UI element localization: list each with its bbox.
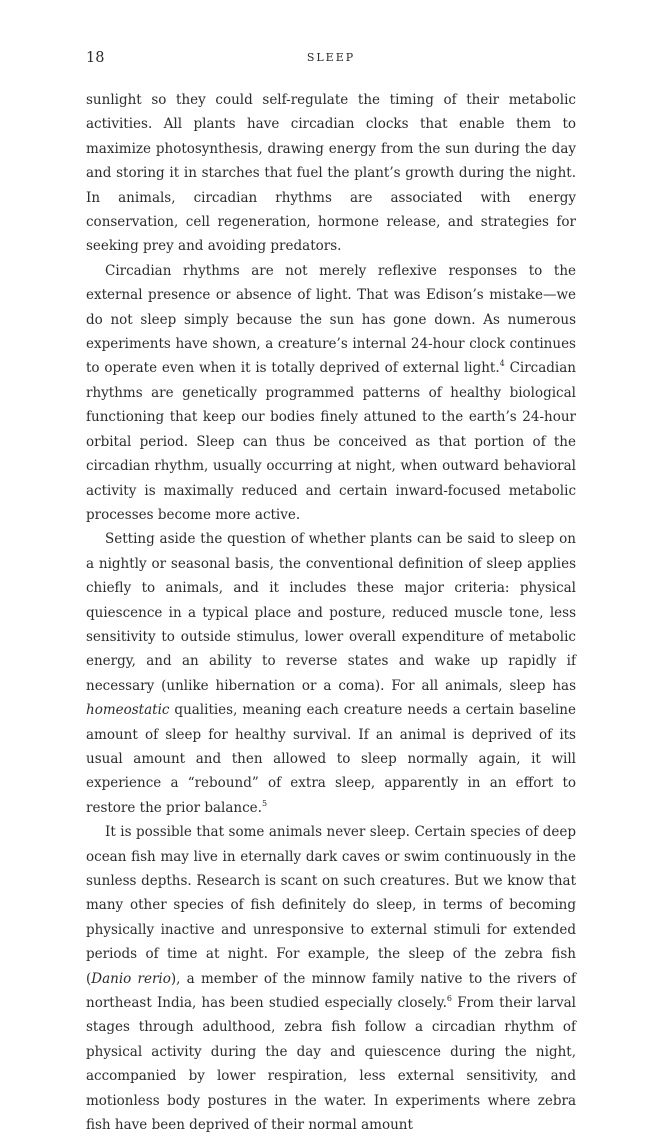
paragraph-1 bbox=[86, 88, 576, 259]
paragraph-4-text-middle: ), a member of the minnow family native to the rivers of northeast India, has been studied especially closely. bbox=[86, 970, 576, 1012]
chapter-title: SLEEP bbox=[306, 51, 356, 64]
book-page bbox=[86, 50, 576, 1134]
paragraph-2-text-start: Circadian rhythms are not merely reflexive responses to the external presence or absence of light. That was Edison’s mistake—we do not sleep simply because the sun has gone down. As numerous experiments have shown, a creature’s internal 24-hour clock continues to operate even when it is totally deprived of external light. bbox=[86, 262, 576, 377]
page-number: 18 bbox=[86, 50, 105, 66]
paragraph-2-text-end: Circadian rhythms are genetically programmed patterns of healthy biological functioning that keep our bodies finely attuned to the earth’s 24-hour orbital period. Sleep can thus be conceived as that portion of the circadian rhythm, usually occurring at night, when outward behavioral activity is maximally reduced and certain inward-focused metabolic processes become more active. bbox=[86, 360, 576, 523]
running-head bbox=[86, 50, 576, 72]
paragraph-2 bbox=[86, 259, 576, 527]
paragraph-3-text-end: qualities, meaning each creature needs a certain baseline amount of sleep for healthy survival. If an animal is deprived of its usual amount and then allowed to sleep normally again, it will experience a “rebound” of extra sleep, apparently in an effort to restore the prior balance. bbox=[86, 702, 576, 816]
italic-term-danio-rerio: Danio rerio bbox=[91, 970, 171, 987]
paragraph-4-text-end: From their larval stages through adulthood, zebra fish follow a circadian rhythm of physical activity during the day and quiescence during the night, accompanied by lower respiration, less external sensitivity, and motionless body postures in the water. In experiments where zebra fish have been deprived of their normal amount bbox=[86, 995, 576, 1134]
footnote-marker-6: 6 bbox=[446, 994, 453, 1004]
footnote-marker-5: 5 bbox=[261, 798, 268, 808]
footnote-marker-4: 4 bbox=[499, 359, 505, 369]
body-text bbox=[86, 88, 576, 1137]
paragraph-4 bbox=[86, 820, 576, 1137]
paragraph-1-text: sunlight so they could self-regulate the timing of their metabolic activities. All plants have circadian clocks that enable them to maximize photosynthesis, drawing energy from the sun during the day and storing it in starches that fuel the plant’s growth during the night. In animals, circadian rhythms are associated with energy conservation, cell regeneration, hormone release, and strategies for seeking prey and avoiding predators. bbox=[86, 92, 576, 255]
italic-term-homeostatic: homeostatic bbox=[86, 702, 170, 719]
paragraph-3-text-start: Setting aside the question of whether plants can be said to sleep on a nightly or seasonal basis, the conventional definition of sleep applies chiefly to animals, and it includes these major criteria: physical quiescence in a typical place and posture, reduced muscle tone, less sensitivity to outside stimulus, lower overall expenditure of metabolic energy, and an ability to reverse states and wake up rapidly if necessary (unlike hibernation or a coma). For all animals, sleep has bbox=[86, 531, 576, 694]
paragraph-3 bbox=[86, 527, 576, 820]
paragraph-4-text-start: It is possible that some animals never sleep. Certain species of deep ocean fish may live in eternally dark caves or swim continuously in the sunless depths. Research is scant on such creatures. But we know that many other species of fish definitely do sleep, in terms of becoming physically inactive and unresponsive to external stimuli for extended periods of time at night. For example, the sleep of the zebra fish ( bbox=[86, 824, 576, 987]
